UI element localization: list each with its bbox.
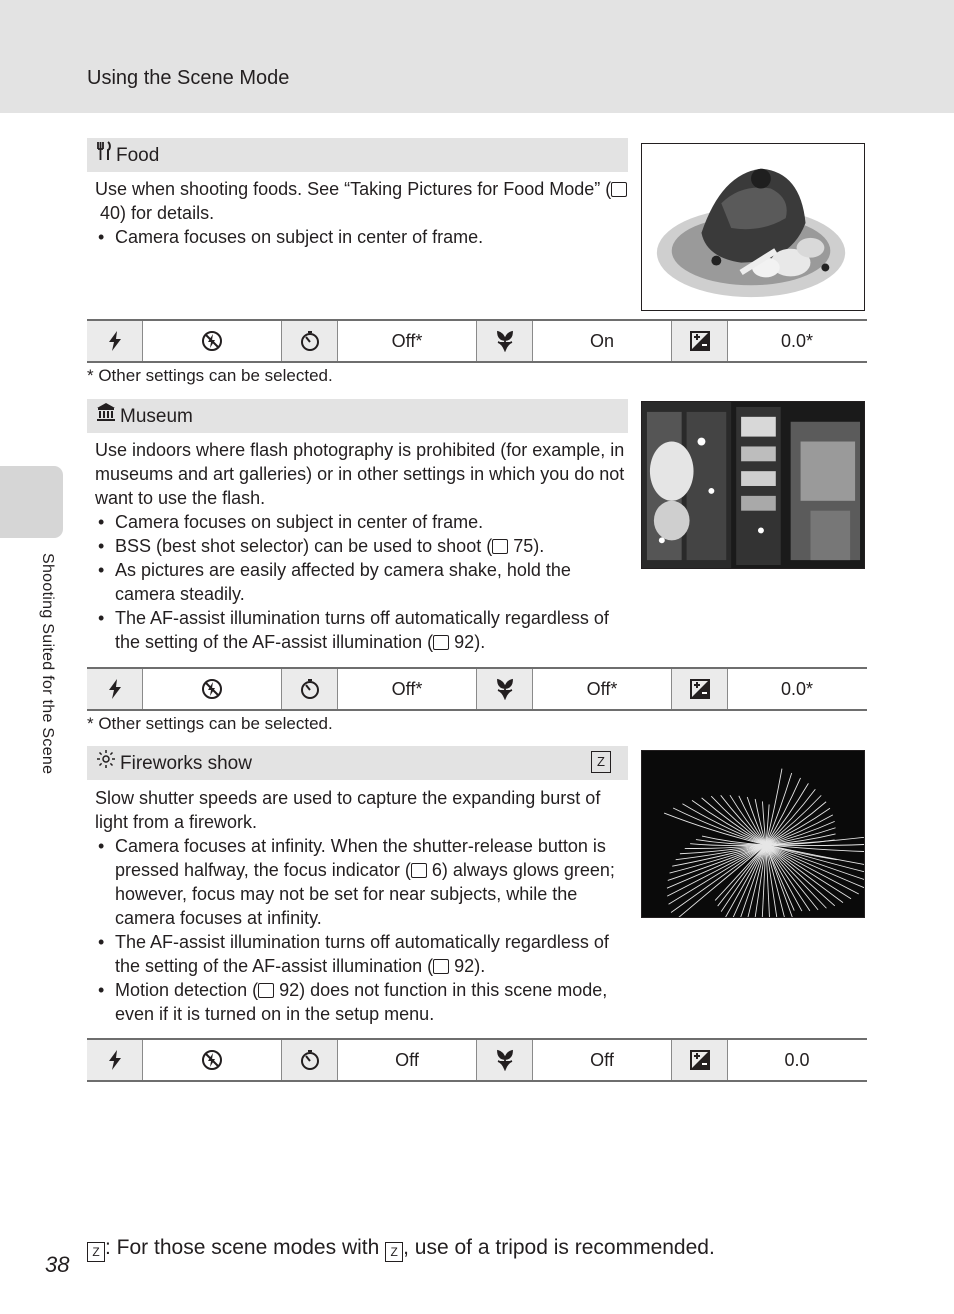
page-number: 38 — [45, 1252, 70, 1277]
section-museum — [87, 399, 867, 739]
tripod-icon: Z — [87, 1242, 105, 1262]
book-icon — [433, 959, 449, 974]
exposure-compensation-icon — [672, 669, 728, 709]
fireworks-photo — [641, 750, 865, 918]
list-item — [95, 534, 630, 558]
list-item-text: The AF-assist illumination turns off automatically regardless of the setting of the AF-assist illumination ( — [115, 932, 609, 976]
self-timer-value: Off* — [338, 321, 477, 361]
list-item — [95, 606, 630, 654]
section-food-description — [95, 177, 630, 249]
macro-icon — [477, 321, 533, 361]
fireworks-bullets — [95, 834, 630, 1026]
list-item-text: Motion detection ( — [115, 980, 259, 1000]
exposure-compensation-icon — [672, 321, 728, 361]
list-item: • Camera focuses on subject in center of frame. — [95, 510, 630, 534]
self-timer-icon — [282, 1040, 338, 1080]
section-food-title: Food — [116, 145, 160, 166]
tripod-footnote — [87, 1236, 715, 1262]
list-item-ref: 92) does not function in this scene mode, even if it is turned on in the setup menu. — [115, 980, 608, 1024]
museum-bullets — [95, 510, 630, 654]
list-item-ref: 92). — [454, 956, 486, 976]
chapter-label: Shooting Suited for the Scene — [39, 553, 56, 775]
page-header — [0, 0, 954, 113]
section-fireworks-description — [95, 786, 630, 1026]
flash-mode-icon — [87, 321, 143, 361]
flash-off-icon — [143, 321, 282, 361]
book-icon — [258, 983, 274, 998]
food-photo — [641, 143, 865, 311]
list-item: • As pictures are easily affected by camera shake, hold the camera steadily. — [95, 558, 630, 606]
flash-mode-icon — [87, 1040, 143, 1080]
list-item: • Camera focuses on subject in center of frame. — [95, 225, 630, 249]
museum-settings-row — [87, 667, 867, 711]
section-fireworks-title: Fireworks show — [120, 753, 252, 774]
tripod-icon: Z — [385, 1242, 403, 1262]
food-intro-text: Use when shooting foods. See “Taking Pictures for Food Mode” ( — [95, 179, 612, 199]
section-museum-title: Museum — [120, 406, 193, 427]
fireworks-settings-row — [87, 1038, 867, 1082]
macro-icon — [477, 1040, 533, 1080]
museum-footnote: * Other settings can be selected. — [87, 714, 333, 733]
macro-value: On — [533, 321, 672, 361]
section-museum-header — [87, 399, 628, 433]
food-bullets — [95, 225, 630, 249]
book-icon — [611, 182, 627, 197]
exposure-compensation-value: 0.0* — [780, 330, 814, 351]
food-intro — [95, 177, 630, 225]
book-icon — [492, 539, 508, 554]
food-icon — [96, 138, 112, 172]
food-footnote: * Other settings can be selected. — [87, 366, 333, 385]
food-settings-row — [87, 319, 867, 363]
list-item — [95, 978, 630, 1026]
list-item-text: Camera focuses at infinity. When the shutter-release button is pressed halfway, the focus indicator ( — [115, 836, 606, 880]
list-item-ref: 75). — [513, 536, 545, 556]
fireworks-intro: Slow shutter speeds are used to capture the expanding burst of light from a firework. — [95, 788, 601, 832]
list-item-text: The AF-assist illumination turns off automatically regardless of the setting of the AF-assist illumination ( — [115, 608, 609, 652]
food-intro-ref: 40) for details. — [100, 203, 215, 223]
section-fireworks-header — [87, 746, 628, 780]
exposure-compensation-value: 0.0 — [784, 1049, 810, 1070]
section-food-header — [87, 138, 628, 172]
macro-value: Off* — [533, 669, 672, 709]
tripod-icon: Z — [591, 751, 611, 773]
self-timer-icon — [282, 321, 338, 361]
book-icon — [411, 863, 427, 878]
macro-icon — [477, 669, 533, 709]
flash-mode-icon — [87, 669, 143, 709]
list-item — [95, 930, 630, 978]
museum-photo — [641, 401, 865, 569]
list-item-ref: 92). — [454, 632, 486, 652]
flash-off-icon — [143, 669, 282, 709]
footnote-text-1: : For those scene modes with — [105, 1236, 386, 1259]
header-title: Using the Scene Mode — [87, 67, 290, 89]
fireworks-icon — [96, 746, 116, 780]
section-food — [87, 138, 867, 388]
section-fireworks — [87, 746, 867, 1086]
museum-intro: Use indoors where flash photography is prohibited (for example, in museums and art galleries) or in other settings in which you do not want to use the flash. — [95, 440, 625, 508]
museum-icon — [96, 399, 116, 433]
book-icon — [433, 635, 449, 650]
footnote-text-2: , use of a tripod is recommended. — [403, 1236, 715, 1259]
exposure-compensation-value: 0.0* — [780, 678, 814, 699]
list-item-text: BSS (best shot selector) can be used to shoot ( — [115, 536, 493, 556]
exposure-compensation-icon — [672, 1040, 728, 1080]
section-museum-description — [95, 438, 630, 654]
list-item — [95, 834, 630, 930]
macro-value: Off — [533, 1040, 672, 1080]
flash-off-icon — [143, 1040, 282, 1080]
chapter-tab — [0, 466, 63, 538]
self-timer-icon — [282, 669, 338, 709]
self-timer-value: Off — [338, 1040, 477, 1080]
list-item-ref: 6) always glows green; however, focus may not be set for near subjects, while the camera focuses at infinity. — [115, 860, 615, 928]
self-timer-value: Off* — [338, 669, 477, 709]
